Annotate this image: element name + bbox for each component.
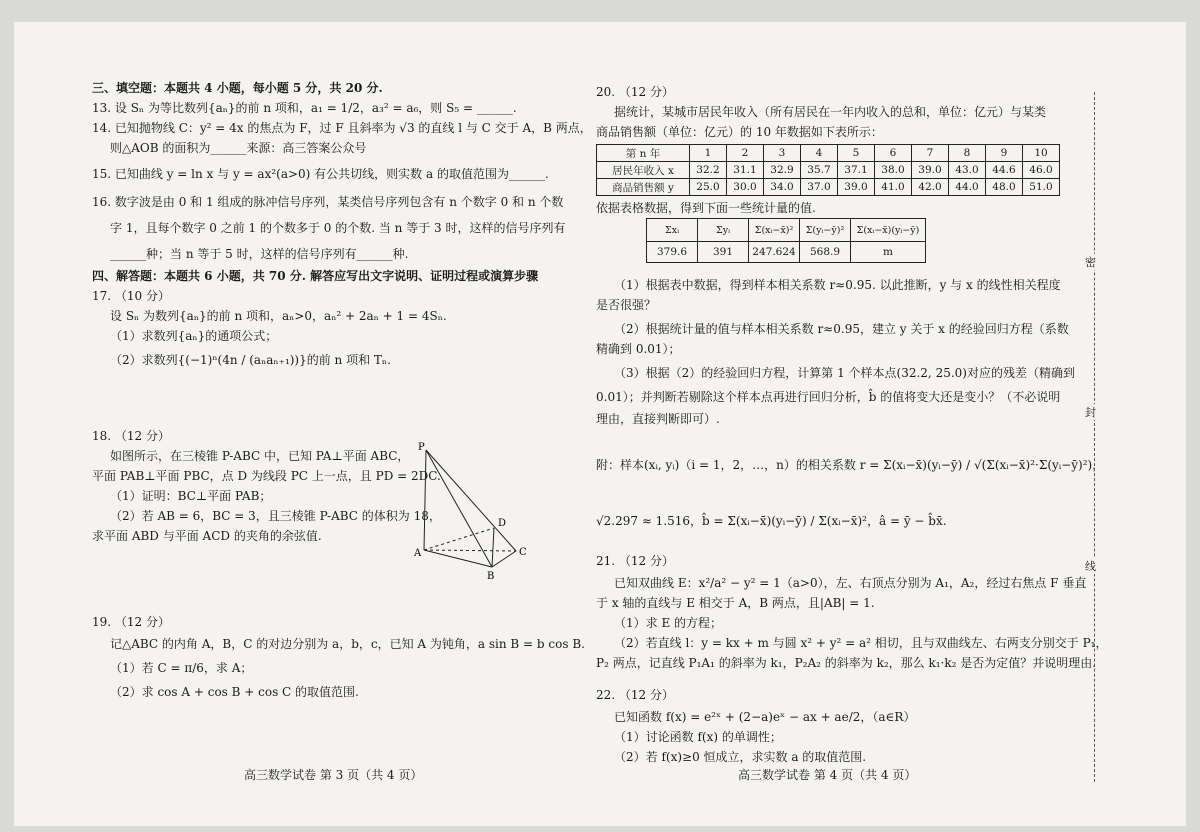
question-18-heading: 18. （12 分） (92, 429, 170, 443)
statistics-table-header: Σxᵢ (647, 219, 698, 242)
statistics-table (646, 218, 926, 263)
data-table-cell: 44.6 (986, 162, 1023, 179)
vertex-label-p: P (418, 442, 425, 453)
question-19-part1: （1）若 C = π/6，求 A； (110, 661, 253, 675)
data-table-cell: 48.0 (986, 179, 1023, 196)
question-21-part2: （2）若直线 l：y = kx + m 与圆 x² + y² = a² 相切，且与双曲线左、右两支分别交于 P₁， (614, 636, 1108, 650)
question-15: 15. 已知曲线 y = ln x 与 y = ax²(a>0) 有公共切线，则实数 a 的取值范围为______. (92, 167, 549, 181)
question-17-part1: （1）求数列{aₙ}的通项公式； (110, 329, 278, 343)
page-4 (596, 82, 1108, 767)
data-table-cell: 1 (690, 145, 727, 162)
data-table-cell: 10 (1023, 145, 1060, 162)
question-19-stem: 记△ABC 的内角 A，B，C 的对边分别为 a，b，c，已知 A 为钝角，a sin B = b cos B. (110, 637, 585, 651)
statistics-table-header: Σ(xᵢ−x̄)(yᵢ−ȳ) (851, 219, 926, 242)
tetrahedron-figure (414, 440, 534, 580)
vertex-label-b: B (487, 571, 495, 580)
question-20-part3: （3）根据（2）的经验回归方程，计算第 1 个样本点(32.2, 25.0)对应的残差（精确到 (614, 366, 1075, 380)
question-16-line2: 字 1，且每个数字 0 之前 1 的个数多于 0 的个数. 当 n 等于 3 时，这样的信号序列有 (110, 221, 566, 235)
question-18-stem2: 平面 PAB⊥平面 PBC，点 D 为线段 PC 上一点，且 PD = 2DC. (92, 469, 441, 483)
data-table-cell: 4 (801, 145, 838, 162)
data-table-cell: 44.0 (949, 179, 986, 196)
page-4-footer: 高三数学试卷 第 4 页（共 4 页） (738, 768, 917, 782)
question-14-line2: 则△AOB 的面积为______来源：高三答案公众号 (110, 141, 367, 155)
question-22-heading: 22. （12 分） (596, 688, 674, 702)
question-18-part1: （1）证明：BC⊥平面 PAB； (110, 489, 272, 503)
question-17-part2: （2）求数列{(−1)ⁿ(4n / (aₙaₙ₊₁))}的前 n 项和 Tₙ. (110, 353, 391, 367)
data-table-cell: 39.0 (912, 162, 949, 179)
question-20-part3b: 0.01）；并判断若剔除这个样本点再进行回归分析，b̂ 的值将变大还是变小？（不必说明 (596, 390, 1061, 404)
statistics-table-value: m (851, 242, 926, 263)
data-table-row (597, 179, 1060, 196)
data-table-cell: 第 n 年 (597, 145, 690, 162)
question-20-part3c: 理由，直接判断即可）. (596, 412, 720, 426)
data-table-cell: 32.2 (690, 162, 727, 179)
data-table-cell: 25.0 (690, 179, 727, 196)
section-4-heading: 四、解答题：本题共 6 小题，共 70 分. 解答应写出文字说明、证明过程或演算步骤 (92, 269, 539, 283)
reference-formula-r: 附：样本(xᵢ, yᵢ)（i = 1，2，…，n）的相关系数 r = Σ(xᵢ−x̄)(yᵢ−ȳ) / √(Σ(xᵢ−x̄)²·Σ(yᵢ−ȳ)²)， (596, 458, 1105, 472)
page-3 (92, 78, 592, 702)
data-table-cell: 7 (912, 145, 949, 162)
vertex-label-d: D (498, 518, 507, 529)
question-18-part2: （2）若 AB = 6，BC = 3，且三棱锥 P-ABC 的体积为 18， (110, 509, 441, 523)
data-table-cell: 38.0 (875, 162, 912, 179)
binding-mark-feng: 封 (1085, 406, 1096, 419)
question-21-stem2: 于 x 轴的直线与 E 相交于 A，B 两点，且|AB| = 1. (596, 596, 875, 610)
data-table (596, 144, 1060, 196)
data-table-cell: 37.1 (838, 162, 875, 179)
question-20-part1: （1）根据表中数据，得到样本相关系数 r≈0.95. 以此推断，y 与 x 的线性相关程度 (614, 278, 1061, 292)
statistics-table-value: 391 (698, 242, 749, 263)
data-table-cell: 30.0 (727, 179, 764, 196)
statistics-table-header: Σyᵢ (698, 219, 749, 242)
data-table-cell: 41.0 (875, 179, 912, 196)
exam-sheet (14, 22, 1186, 826)
data-table-cell: 9 (986, 145, 1023, 162)
question-20-part1b: 是否很强？ (596, 298, 657, 312)
question-19-part2: （2）求 cos A + cos B + cos C 的取值范围. (110, 685, 359, 699)
question-21-heading: 21. （12 分） (596, 554, 674, 568)
question-20-stem2: 商品销售额（单位：亿元）的 10 年数据如下表所示： (596, 125, 883, 139)
data-table-cell: 51.0 (1023, 179, 1060, 196)
vertex-label-a: A (414, 548, 422, 559)
data-table-cell: 商品销售额 y (597, 179, 690, 196)
data-table-cell: 39.0 (838, 179, 875, 196)
data-table-cell: 6 (875, 145, 912, 162)
question-21-stem1: 已知双曲线 E：x²/a² − y² = 1（a>0），左、右顶点分别为 A₁，A₂，经过右焦点 F 垂直 (614, 576, 1087, 590)
question-20-heading: 20. （12 分） (596, 85, 674, 99)
data-table-cell: 46.0 (1023, 162, 1060, 179)
data-table-cell: 3 (764, 145, 801, 162)
statistics-table-value: 379.6 (647, 242, 698, 263)
statistics-table-value: 568.9 (800, 242, 851, 263)
data-table-cell: 5 (838, 145, 875, 162)
data-table-cell: 34.0 (764, 179, 801, 196)
question-19-heading: 19. （12 分） (92, 615, 170, 629)
data-table-cell: 43.0 (949, 162, 986, 179)
question-18-stem1: 如图所示，在三棱锥 P-ABC 中，已知 PA⊥平面 ABC， (110, 449, 410, 463)
question-17-heading: 17. （10 分） (92, 289, 170, 303)
question-20-stem1: 据统计，某城市居民年收入（所有居民在一年内收入的总和，单位：亿元）与某类 (614, 105, 1047, 119)
section-3-heading: 三、填空题：本题共 4 小题，每小题 5 分，共 20 分. (92, 81, 383, 95)
question-21-part1: （1）求 E 的方程； (614, 616, 723, 630)
question-22-part2: （2）若 f(x)≥0 恒成立，求实数 a 的取值范围. (614, 750, 867, 764)
data-table-cell: 2 (727, 145, 764, 162)
data-table-cell: 35.7 (801, 162, 838, 179)
data-table-row (597, 162, 1060, 179)
question-21-part2b: P₂ 两点，记直线 P₁A₁ 的斜率为 k₁，P₂A₂ 的斜率为 k₂，那么 k₁·k₂ 是否为定值？并说明理由. (596, 656, 1097, 670)
question-13: 13. 设 Sₙ 为等比数列{aₙ}的前 n 项和，a₁ = 1/2，a₃² = a₆，则 S₅ = ______. (92, 101, 517, 115)
data-table-cell: 居民年收入 x (597, 162, 690, 179)
data-table-cell: 8 (949, 145, 986, 162)
data-table-cell: 32.9 (764, 162, 801, 179)
binding-mark-xian: 线 (1085, 560, 1096, 573)
question-16-line1: 16. 数字波是由 0 和 1 组成的脉冲信号序列，某类信号序列包含有 n 个数字 0 和 n 个数 (92, 195, 564, 209)
question-20-part2b: 精确到 0.01）； (596, 342, 681, 356)
question-20-part2: （2）根据统计量的值与样本相关系数 r≈0.95，建立 y 关于 x 的经验回归方程（系数 (614, 322, 1069, 336)
question-16-line3: ______种；当 n 等于 5 时，这样的信号序列有______种. (110, 247, 409, 261)
statistics-table-header: Σ(yᵢ−ȳ)² (800, 219, 851, 242)
statistics-table-header: Σ(xᵢ−x̄)² (749, 219, 800, 242)
question-18-part2b: 求平面 ABD 与平面 ACD 的夹角的余弦值. (92, 529, 322, 543)
binding-line (1094, 92, 1095, 782)
binding-mark-mi: 密 (1085, 256, 1096, 269)
question-22-stem: 已知函数 f(x) = e²ˣ + (2−a)eˣ − ax + ae/2，（a∈R） (614, 710, 916, 724)
statistics-table-value: 247.624 (749, 242, 800, 263)
page-3-footer: 高三数学试卷 第 3 页（共 4 页） (244, 768, 423, 782)
vertex-label-c: C (519, 547, 527, 558)
question-20-stem3: 依据表格数据，得到下面一些统计量的值. (596, 201, 816, 215)
reference-formula-b: √2.297 ≈ 1.516，b̂ = Σ(xᵢ−x̄)(yᵢ−ȳ) / Σ(xᵢ−x̄)²，â = ȳ − b̂x̄. (596, 514, 947, 528)
data-table-cell: 31.1 (727, 162, 764, 179)
question-14-line1: 14. 已知抛物线 C：y² = 4x 的焦点为 F，过 F 且斜率为 √3 的直线 l 与 C 交于 A，B 两点， (92, 121, 592, 135)
question-17-stem: 设 Sₙ 为数列{aₙ}的前 n 项和，aₙ>0，aₙ² + 2aₙ + 1 = 4Sₙ. (110, 309, 447, 323)
question-22-part1: （1）讨论函数 f(x) 的单调性； (614, 730, 782, 744)
data-table-cell: 42.0 (912, 179, 949, 196)
data-table-cell: 37.0 (801, 179, 838, 196)
data-table-row (597, 145, 1060, 162)
